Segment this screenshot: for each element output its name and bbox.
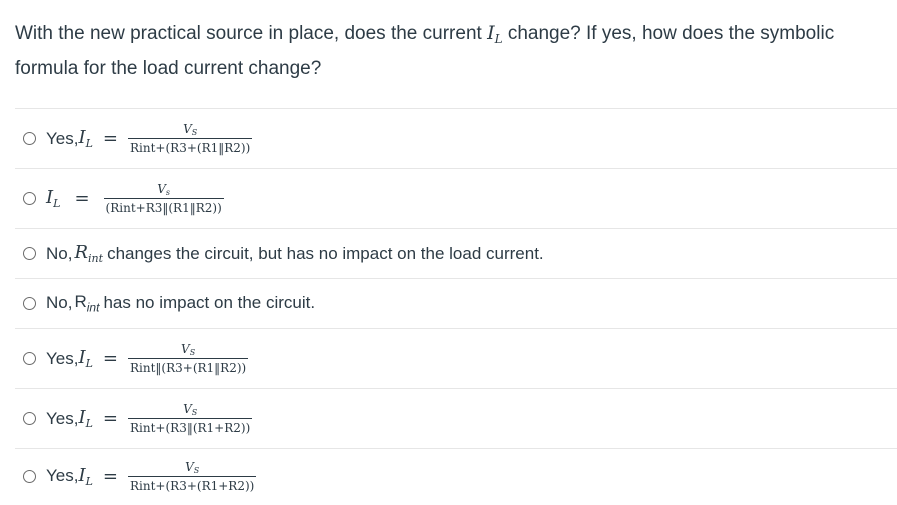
question-text — [15, 18, 885, 84]
radio-button[interactable] — [23, 412, 36, 425]
math-fraction: $\frac{VS}{\text{Rint+(R3+(R1‖R2))}}$ — [130, 122, 251, 155]
math-lhs: $I_L$ — [78, 407, 93, 430]
math-fraction: $\frac{Vs}{\text{(Rint+R3‖(R1‖R2))}}$ — [105, 182, 222, 215]
answer-label: $I_L$ = $\frac{Vs}{\text{(Rint+R3‖(R1‖R2))}}$ — [46, 182, 222, 215]
answer-option-3[interactable] — [15, 228, 897, 278]
answer-label: Yes, $I_L$ = $\frac{VS}{\text{Rint+(R3‖(R1+R2))}}$ — [46, 402, 251, 435]
answer-label: Yes, $I_L$ = $\frac{VS}{\text{Rint+(R3+(R1‖R2))}}$ — [46, 122, 251, 155]
answer-label: No, $R_{int}$ has no impact on the circuit. — [46, 292, 316, 315]
radio-button[interactable] — [23, 192, 36, 205]
radio-button[interactable] — [23, 247, 36, 260]
answer-option-5[interactable] — [15, 328, 897, 388]
answer-option-7[interactable] — [15, 448, 897, 503]
math-fraction: $\frac{VS}{\text{Rint‖(R3+(R1‖R2))}}$ — [130, 342, 247, 375]
radio-button[interactable] — [23, 297, 36, 310]
math-lhs: $I_L$ — [78, 464, 93, 488]
radio-button[interactable] — [23, 470, 36, 483]
answer-option-4[interactable] — [15, 278, 897, 328]
math-fraction: $\frac{VS}{\text{Rint+(R3+(R1+R2))}}$ — [130, 459, 255, 493]
answer-option-2[interactable] — [15, 168, 897, 228]
answer-label: No, $R_{int}$ changes the circuit, but has no impact on the load current. — [46, 242, 544, 265]
math-lhs: $I_L$ — [78, 127, 93, 150]
fraction-denominator: (Rint+R3‖(R1‖R2)) — [104, 198, 224, 215]
fraction-denominator: Rint‖(R3+(R1‖R2)) — [128, 358, 248, 375]
math-fraction: $\frac{VS}{\text{Rint+(R3‖(R1+R2))}}$ — [130, 402, 251, 435]
radio-button[interactable] — [23, 132, 36, 145]
answer-option-1[interactable] — [15, 108, 897, 168]
radio-button[interactable] — [23, 352, 36, 365]
answer-label: Yes, $I_L$ = $\frac{VS}{\text{Rint‖(R3+(R1‖R2))}}$ — [46, 342, 247, 375]
fraction-denominator: Rint+(R3+(R1+R2)) — [128, 476, 256, 493]
answer-list — [15, 108, 897, 503]
question-part1: With the new practical source in place, does the current — [15, 23, 488, 44]
fraction-denominator: Rint+(R3+(R1‖R2)) — [128, 138, 252, 155]
answer-label: Yes, $I_L$ = $\frac{VS}{\text{Rint+(R3+(R1+R2))}}$ — [46, 459, 255, 493]
math-lhs: $I_L$ — [46, 187, 61, 210]
fraction-denominator: Rint+(R3‖(R1+R2)) — [128, 418, 252, 435]
question-part2: change? If yes, how does the symbolic formula for the load current change? — [15, 23, 835, 79]
question-var: $I_L$ — [487, 22, 503, 46]
math-lhs: $I_L$ — [78, 347, 93, 370]
answer-option-6[interactable] — [15, 388, 897, 448]
